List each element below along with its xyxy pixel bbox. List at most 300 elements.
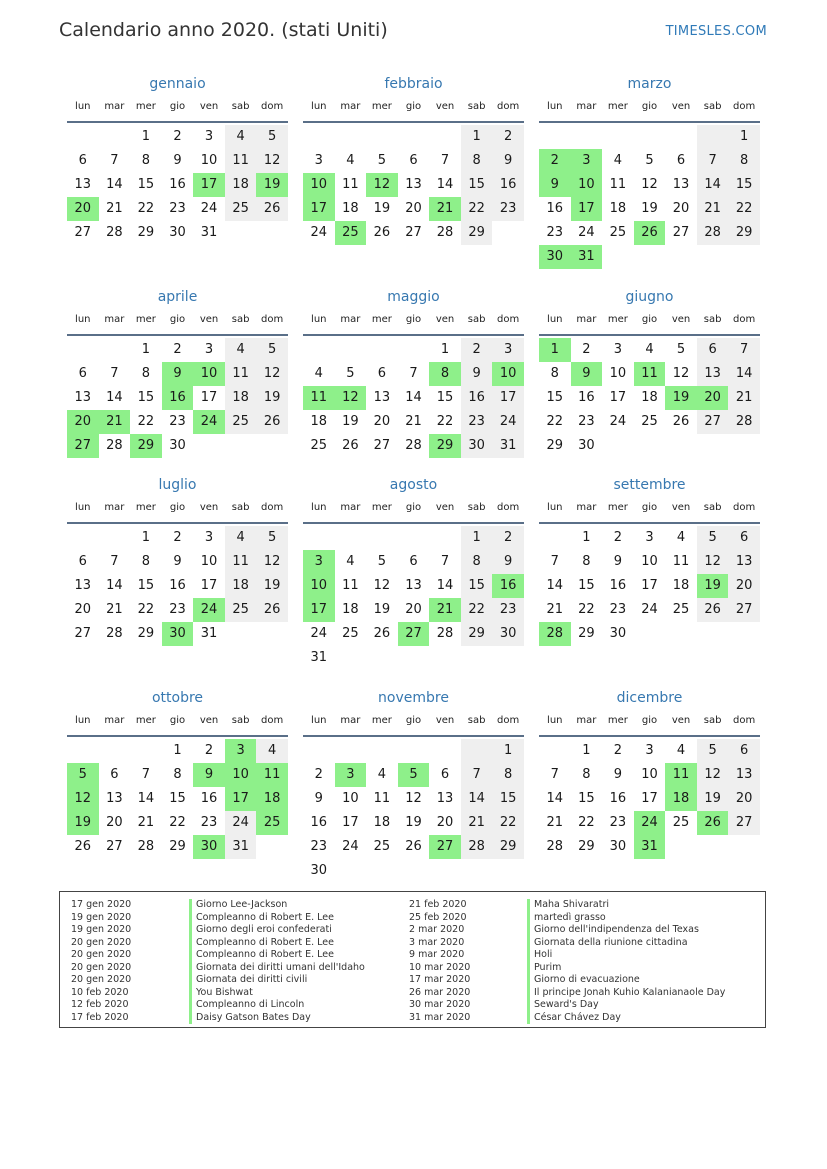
week-row xyxy=(303,338,524,362)
weekday-label: gio xyxy=(641,101,658,112)
day-cell: 28 xyxy=(137,839,155,854)
month-luglio xyxy=(67,475,288,646)
weekday-label: gio xyxy=(169,502,186,513)
day-cell: 29 xyxy=(546,438,564,453)
day-cell: 28 xyxy=(106,626,123,641)
week-row xyxy=(539,550,760,574)
holiday-date: 20 gen 2020 xyxy=(71,974,132,985)
day-empty xyxy=(303,338,335,362)
day-cell: 29 xyxy=(578,839,595,854)
weekday-label: lun xyxy=(547,502,563,513)
week-row xyxy=(539,598,760,622)
month-name: maggio xyxy=(387,289,440,305)
day-cell: 19 xyxy=(256,386,288,410)
day-cell: 6 xyxy=(409,153,418,168)
day-cell: 23 xyxy=(492,197,524,221)
day-empty xyxy=(398,125,430,149)
weekday-label: dom xyxy=(261,314,284,325)
holiday-name: Giornata della riunione cittadina xyxy=(527,937,688,950)
day-empty xyxy=(697,835,729,859)
week-row xyxy=(539,221,760,245)
day-cell: 14 xyxy=(461,787,493,811)
day-cell: 4 xyxy=(676,530,686,545)
day-cell: 22 xyxy=(137,602,155,617)
week-row xyxy=(303,550,524,574)
day-empty xyxy=(634,245,666,269)
day-cell: 25 xyxy=(609,225,627,240)
day-cell: 25 xyxy=(335,221,367,245)
day-empty xyxy=(429,646,461,670)
day-cell: 24 xyxy=(342,839,359,854)
day-cell: 15 xyxy=(461,173,493,197)
day-cell: 9 xyxy=(193,763,225,787)
day-cell: 17 xyxy=(303,197,335,221)
day-empty xyxy=(99,526,131,550)
day-cell: 24 xyxy=(310,225,328,240)
day-cell: 30 xyxy=(169,438,186,453)
week-row xyxy=(303,646,524,670)
weekday-label: dom xyxy=(733,715,756,726)
weekday-label: ven xyxy=(199,101,219,112)
day-cell: 19 xyxy=(697,787,729,811)
day-cell: 18 xyxy=(256,787,288,811)
week-row xyxy=(539,362,760,386)
day-cell: 1 xyxy=(173,743,182,758)
day-cell: 17 xyxy=(342,815,359,830)
day-cell: 18 xyxy=(342,602,359,617)
week-row xyxy=(539,739,760,763)
month-giugno xyxy=(539,287,760,458)
day-cell: 3 xyxy=(225,739,257,763)
day-cell: 30 xyxy=(169,225,186,240)
weekday-label: gio xyxy=(405,502,422,513)
holiday-date: 9 mar 2020 xyxy=(409,949,465,960)
day-cell: 20 xyxy=(672,201,690,216)
weekday-label: sab xyxy=(231,715,250,726)
day-cell: 10 xyxy=(571,173,603,197)
day-cell: 3 xyxy=(571,149,603,173)
day-empty xyxy=(67,739,99,763)
day-cell: 9 xyxy=(539,173,571,197)
day-empty xyxy=(67,338,99,362)
holiday-row xyxy=(71,899,365,912)
holiday-name: Maha Shivaratri xyxy=(527,899,609,912)
holiday-name: Giornata dei diritti umani dell'Idaho xyxy=(189,962,365,975)
day-cell: 23 xyxy=(169,414,186,429)
day-cell: 25 xyxy=(225,598,257,622)
month-settembre xyxy=(539,475,760,646)
day-cell: 21 xyxy=(99,410,131,434)
day-cell: 14 xyxy=(106,390,123,405)
day-cell: 10 xyxy=(200,153,218,168)
day-cell: 2 xyxy=(173,530,182,545)
day-cell: 14 xyxy=(405,390,422,405)
week-row xyxy=(303,574,524,598)
day-cell: 30 xyxy=(193,835,225,859)
day-empty xyxy=(398,338,430,362)
day-cell: 25 xyxy=(310,438,328,453)
day-empty xyxy=(303,526,335,550)
day-cell: 26 xyxy=(405,839,422,854)
weekday-header xyxy=(539,99,760,123)
day-cell: 24 xyxy=(200,201,218,216)
day-cell: 13 xyxy=(106,791,123,806)
day-cell: 2 xyxy=(461,338,493,362)
day-cell: 23 xyxy=(492,598,524,622)
day-cell: 3 xyxy=(204,129,214,144)
day-empty xyxy=(697,125,729,149)
day-cell: 11 xyxy=(256,763,288,787)
weekday-label: sab xyxy=(467,502,486,513)
holiday-row xyxy=(409,924,725,937)
day-cell: 27 xyxy=(74,225,92,240)
weekday-header xyxy=(303,312,524,336)
day-cell: 24 xyxy=(193,598,225,622)
day-cell: 16 xyxy=(492,173,524,197)
day-cell: 15 xyxy=(436,390,454,405)
day-cell: 18 xyxy=(641,390,658,405)
page-title: Calendario anno 2020. (stati Uniti) xyxy=(59,19,388,41)
week-row xyxy=(303,434,524,458)
day-cell: 20 xyxy=(106,815,123,830)
day-cell: 24 xyxy=(578,225,595,240)
day-cell: 3 xyxy=(314,153,323,168)
month-name: giugno xyxy=(625,289,674,305)
holiday-row xyxy=(71,912,365,925)
day-empty xyxy=(335,646,367,670)
day-cell: 24 xyxy=(310,626,328,641)
holiday-list xyxy=(59,891,766,1028)
holiday-row xyxy=(409,974,725,987)
day-cell: 30 xyxy=(578,438,595,453)
week-row xyxy=(303,221,524,245)
day-cell: 13 xyxy=(405,177,422,192)
week-row xyxy=(303,410,524,434)
day-empty xyxy=(634,434,666,458)
week-row xyxy=(539,386,760,410)
day-cell: 3 xyxy=(613,342,623,357)
day-cell: 30 xyxy=(609,626,627,641)
weekday-label: mar xyxy=(340,101,361,112)
day-empty xyxy=(665,835,697,859)
weekday-label: gio xyxy=(641,502,658,513)
day-empty xyxy=(225,622,257,646)
day-cell: 8 xyxy=(582,554,591,569)
weekday-label: sab xyxy=(703,314,722,325)
day-cell: 11 xyxy=(672,554,690,569)
day-cell: 13 xyxy=(728,763,760,787)
holiday-name: Compleanno di Robert E. Lee xyxy=(189,949,334,962)
day-cell: 21 xyxy=(405,414,422,429)
day-cell: 5 xyxy=(256,526,288,550)
day-cell: 8 xyxy=(461,149,493,173)
day-cell: 9 xyxy=(461,362,493,386)
day-empty xyxy=(303,125,335,149)
holiday-name: Purim xyxy=(527,962,561,975)
month-name: luglio xyxy=(158,477,197,493)
day-cell: 19 xyxy=(342,414,359,429)
site-link[interactable]: TIMESLES.COM xyxy=(665,24,767,39)
holiday-date: 17 gen 2020 xyxy=(71,899,132,910)
day-empty xyxy=(461,739,493,763)
day-cell: 4 xyxy=(377,767,387,782)
day-cell: 27 xyxy=(728,598,760,622)
day-cell: 4 xyxy=(645,342,654,357)
week-row xyxy=(539,125,760,149)
day-cell: 11 xyxy=(634,362,666,386)
weekday-header xyxy=(303,500,524,524)
week-row xyxy=(539,763,760,787)
day-empty xyxy=(335,739,367,763)
week-row xyxy=(303,386,524,410)
day-cell: 26 xyxy=(256,197,288,221)
day-empty xyxy=(697,434,729,458)
day-cell: 17 xyxy=(193,173,225,197)
day-empty xyxy=(256,221,288,245)
day-cell: 1 xyxy=(582,743,591,758)
day-cell: 13 xyxy=(373,390,391,405)
day-cell: 26 xyxy=(697,598,729,622)
day-cell: 10 xyxy=(641,554,658,569)
day-cell: 9 xyxy=(492,149,524,173)
weekday-label: mar xyxy=(340,502,361,513)
day-cell: 6 xyxy=(409,554,418,569)
day-cell: 6 xyxy=(676,153,686,168)
day-cell: 9 xyxy=(314,791,323,806)
holiday-name: You Bishwat xyxy=(189,987,253,1000)
day-empty xyxy=(728,434,760,458)
day-empty xyxy=(366,125,398,149)
weekday-label: lun xyxy=(75,502,91,513)
weekday-label: mar xyxy=(104,314,125,325)
holiday-name: Seward's Day xyxy=(527,999,599,1012)
month-name: novembre xyxy=(378,690,449,706)
weekday-label: mer xyxy=(135,314,156,325)
day-cell: 19 xyxy=(67,811,99,835)
day-cell: 4 xyxy=(225,526,257,550)
day-cell: 1 xyxy=(539,338,571,362)
holiday-row xyxy=(71,987,365,1000)
day-cell: 22 xyxy=(436,414,454,429)
day-cell: 9 xyxy=(173,554,182,569)
day-empty xyxy=(193,434,225,458)
day-cell: 8 xyxy=(141,153,151,168)
day-cell: 24 xyxy=(193,410,225,434)
weekday-label: mer xyxy=(371,314,392,325)
day-cell: 3 xyxy=(645,530,654,545)
holiday-date: 10 feb 2020 xyxy=(71,986,129,998)
holiday-column-left xyxy=(71,899,365,1024)
day-empty xyxy=(398,739,430,763)
month-name: aprile xyxy=(157,289,198,305)
week-row xyxy=(67,125,288,149)
week-row xyxy=(67,197,288,221)
day-empty xyxy=(728,245,760,269)
day-cell: 26 xyxy=(74,839,92,854)
day-cell: 7 xyxy=(409,366,418,381)
day-cell: 14 xyxy=(728,362,760,386)
holiday-name: Giorno Lee-Jackson xyxy=(189,899,287,912)
week-row xyxy=(303,197,524,221)
day-cell: 12 xyxy=(697,550,729,574)
day-cell: 23 xyxy=(169,201,186,216)
day-cell: 7 xyxy=(550,554,559,569)
day-empty xyxy=(665,245,697,269)
day-empty xyxy=(728,622,760,646)
holiday-date: 19 gen 2020 xyxy=(71,924,132,935)
holiday-name: Daisy Gatson Bates Day xyxy=(189,1012,311,1025)
holiday-name: Giornata dei diritti civili xyxy=(189,974,307,987)
day-cell: 25 xyxy=(225,410,257,434)
day-cell: 17 xyxy=(225,787,257,811)
day-cell: 7 xyxy=(110,153,119,168)
day-cell: 18 xyxy=(609,201,627,216)
holiday-row xyxy=(409,937,725,950)
day-cell: 3 xyxy=(645,743,654,758)
day-empty xyxy=(602,125,634,149)
day-cell: 12 xyxy=(697,763,729,787)
weekday-header xyxy=(539,713,760,737)
day-cell: 28 xyxy=(539,622,571,646)
day-cell: 22 xyxy=(578,815,595,830)
week-row xyxy=(303,526,524,550)
day-cell: 25 xyxy=(342,626,359,641)
day-empty xyxy=(539,526,571,550)
day-cell: 29 xyxy=(728,221,760,245)
day-cell: 26 xyxy=(256,410,288,434)
weekday-label: dom xyxy=(261,101,284,112)
day-cell: 16 xyxy=(578,390,595,405)
day-cell: 22 xyxy=(728,197,760,221)
day-cell: 2 xyxy=(173,342,182,357)
weekday-label: gio xyxy=(169,101,186,112)
day-cell: 6 xyxy=(728,526,760,550)
day-cell: 27 xyxy=(106,839,123,854)
holiday-date: 21 feb 2020 xyxy=(409,899,467,910)
day-empty xyxy=(398,526,430,550)
day-empty xyxy=(602,434,634,458)
weekday-label: mer xyxy=(371,502,392,513)
day-cell: 30 xyxy=(162,622,194,646)
day-cell: 7 xyxy=(110,366,119,381)
day-cell: 27 xyxy=(398,622,430,646)
day-cell: 25 xyxy=(672,602,690,617)
week-row xyxy=(539,245,760,269)
weekday-label: dom xyxy=(497,101,520,112)
day-cell: 5 xyxy=(377,153,387,168)
day-cell: 19 xyxy=(665,386,697,410)
day-cell: 21 xyxy=(546,815,564,830)
day-empty xyxy=(665,434,697,458)
day-cell: 19 xyxy=(405,815,422,830)
day-cell: 14 xyxy=(106,578,123,593)
day-cell: 4 xyxy=(225,125,257,149)
week-row xyxy=(67,338,288,362)
holiday-row xyxy=(71,937,365,950)
week-row xyxy=(539,197,760,221)
day-cell: 16 xyxy=(169,578,186,593)
month-agosto xyxy=(303,475,524,670)
day-cell: 2 xyxy=(613,530,623,545)
day-cell: 25 xyxy=(641,414,658,429)
weekday-label: dom xyxy=(261,715,284,726)
week-row xyxy=(67,410,288,434)
holiday-column-right xyxy=(409,899,725,1024)
day-cell: 14 xyxy=(546,578,564,593)
day-cell: 28 xyxy=(436,225,454,240)
day-cell: 17 xyxy=(492,386,524,410)
weekday-label: mar xyxy=(340,715,361,726)
day-cell: 10 xyxy=(342,791,359,806)
day-cell: 19 xyxy=(373,201,391,216)
holiday-date: 17 mar 2020 xyxy=(409,974,471,985)
day-cell: 24 xyxy=(492,410,524,434)
weekday-header xyxy=(67,99,288,123)
day-cell: 4 xyxy=(676,743,686,758)
weekday-label: gio xyxy=(405,314,422,325)
day-cell: 17 xyxy=(200,578,218,593)
day-empty xyxy=(99,338,131,362)
holiday-row xyxy=(71,974,365,987)
weekday-label: ven xyxy=(435,715,455,726)
day-cell: 8 xyxy=(429,362,461,386)
day-cell: 29 xyxy=(429,434,461,458)
week-row xyxy=(539,526,760,550)
day-cell: 25 xyxy=(225,197,257,221)
day-cell: 12 xyxy=(256,149,288,173)
day-cell: 18 xyxy=(373,815,391,830)
week-row xyxy=(67,221,288,245)
weekday-label: lun xyxy=(311,101,327,112)
weekday-label: lun xyxy=(311,715,327,726)
day-cell: 2 xyxy=(314,767,323,782)
weekday-label: lun xyxy=(547,314,563,325)
day-cell: 7 xyxy=(110,554,119,569)
day-cell: 2 xyxy=(492,526,524,550)
weekday-label: mer xyxy=(135,502,156,513)
day-cell: 1 xyxy=(728,125,760,149)
month-maggio xyxy=(303,287,524,458)
day-cell: 31 xyxy=(200,225,218,240)
day-cell: 10 xyxy=(641,767,658,782)
month-name: dicembre xyxy=(616,690,683,706)
weekday-label: ven xyxy=(435,314,455,325)
week-row xyxy=(539,338,760,362)
day-cell: 15 xyxy=(461,574,493,598)
day-cell: 12 xyxy=(256,362,288,386)
day-cell: 25 xyxy=(256,811,288,835)
day-cell: 9 xyxy=(571,362,603,386)
day-empty xyxy=(492,221,524,245)
day-cell: 14 xyxy=(436,578,454,593)
day-cell: 19 xyxy=(256,574,288,598)
day-cell: 1 xyxy=(492,739,524,763)
day-cell: 28 xyxy=(106,225,123,240)
day-cell: 29 xyxy=(130,434,162,458)
day-cell: 20 xyxy=(728,787,760,811)
week-row xyxy=(539,173,760,197)
day-cell: 26 xyxy=(373,225,391,240)
day-empty xyxy=(303,739,335,763)
day-cell: 26 xyxy=(373,626,391,641)
holiday-row xyxy=(409,899,725,912)
day-empty xyxy=(665,622,697,646)
day-cell: 5 xyxy=(377,554,387,569)
holiday-row xyxy=(409,949,725,962)
day-cell: 2 xyxy=(173,129,182,144)
day-cell: 30 xyxy=(310,863,328,878)
day-cell: 27 xyxy=(672,225,690,240)
